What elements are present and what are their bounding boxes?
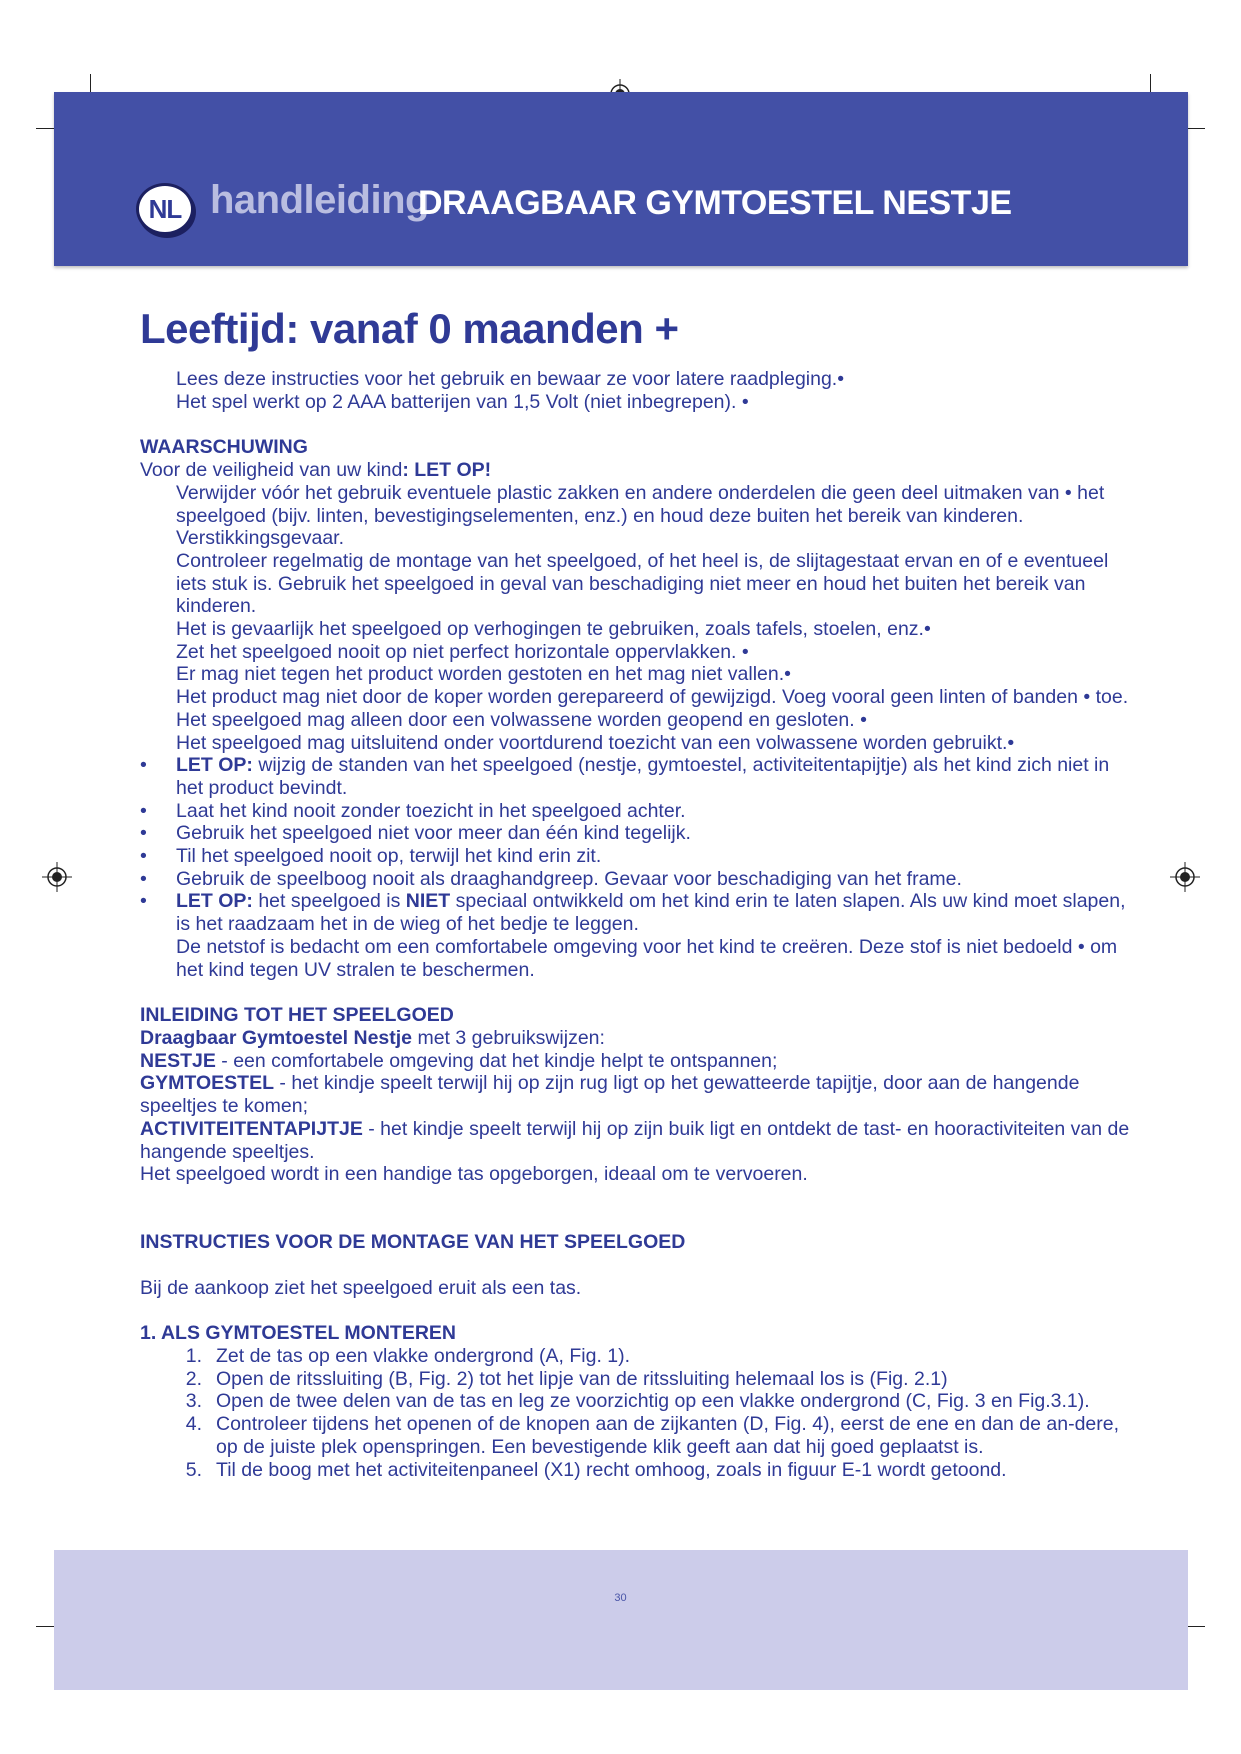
warning-bullet: • LET OP: het speelgoed is NIET speciaal ontwikkeld om het kind erin te laten slapen. Als uw kind moet slapen, is het raadzaam het in de wieg of het bedje te leggen.	[140, 890, 1140, 935]
warning-bullet: • Gebruik het speelgoed niet voor meer dan één kind tegelijk.	[140, 822, 1140, 845]
list-item: 3. Open de twee delen van de tas en leg ze voorzichtig op een vlakke ondergrond (C, Fig. 3 en Fig.3.1).	[185, 1390, 1090, 1413]
warning-item: Het product mag niet door de koper worden gerepareerd of gewijzigd. Voeg vooral geen linten of banden • toe.	[176, 686, 1129, 709]
warning-item: Het speelgoed mag alleen door een volwassene worden geopend en gesloten. •	[176, 708, 867, 731]
warning-item: De netstof is bedacht om een comfortabele omgeving voor het kind te creëren. Deze stof is niet bedoeld • om het kind tegen UV stralen te beschermen.	[176, 935, 1118, 981]
assembly-heading: INSTRUCTIES VOOR DE MONTAGE VAN HET SPEELGOED	[140, 1230, 686, 1253]
warning-bullet: • Gebruik de speelboog nooit als draaghandgreep. Gevaar voor beschadiging van het frame.	[140, 868, 1140, 891]
warning-bullet: • Til het speelgoed nooit op, terwijl het kind erin zit.	[140, 845, 1140, 868]
product-title: DRAAGBAAR GYMTOESTEL NESTJE	[418, 184, 1012, 222]
warning-lead: Voor de veiligheid van uw kind: LET OP!	[140, 459, 492, 482]
list-item: 4. Controleer tijdens het openen of de knopen aan de zijkanten (D, Fig. 4), eerst de ene en dan de an-dere, op de juiste plek openspringen. Een bevestigende klik geeft aan dat hij goed geplaatst is.	[185, 1413, 1120, 1458]
intro-line: Het spel werkt op 2 AAA batterijen van 1,5 Volt (niet inbegrepen). •	[176, 390, 749, 413]
header-word: handleiding	[210, 178, 429, 222]
list-item: 1. Zet de tas op een vlakke ondergrond (A, Fig. 1).	[185, 1345, 631, 1368]
warning-item: Er mag niet tegen het product worden gestoten en het mag niet vallen.•	[176, 663, 791, 686]
warning-bullet: • LET OP: wijzig de standen van het speelgoed (nestje, gymtoestel, activiteitentapijtje) als het kind zich niet in het product bevindt.	[140, 754, 1140, 799]
language-badge: NL	[136, 183, 194, 235]
mode-item: NESTJE - een comfortabele omgeving dat het kindje helpt te ontspannen;	[140, 1049, 778, 1072]
list-item: 2. Open de ritssluiting (B, Fig. 2) tot het lipje van de ritssluiting helemaal los is (Fig. 2.1)	[185, 1367, 948, 1390]
page-title: Leeftijd: vanaf 0 maanden +	[140, 305, 679, 352]
intro-toy-closing: Het speelgoed wordt in een handige tas opgeborgen, ideaal om te vervoeren.	[140, 1163, 808, 1186]
assembly-lead: Bij de aankoop ziet het speelgoed eruit als een tas.	[140, 1276, 582, 1299]
product-line: Draagbaar Gymtoestel Nestje met 3 gebruikswijzen:	[140, 1026, 605, 1049]
warning-item: Zet het speelgoed nooit op niet perfect horizontale oppervlakken. •	[176, 640, 749, 663]
warning-item: Controleer regelmatig de montage van het speelgoed, of het heel is, de slijtagestaat ervan en of e eventueel iets stuk is. Gebruik het speelgoed in geval van beschadiging niet meer en houd het buiten het bereik van kinderen.	[176, 549, 1109, 618]
intro-toy-heading: INLEIDING TOT HET SPEELGOED	[140, 1004, 454, 1027]
list-item: 5. Til de boog met het activiteitenpaneel (X1) recht omhoog, zoals in figuur E-1 wordt getoond.	[185, 1458, 1007, 1481]
mode-item: GYMTOESTEL - het kindje speelt terwijl hij op zijn rug ligt op het gewatteerde tapijtje, door aan de hangende speeltjes te komen;	[140, 1072, 1080, 1118]
warning-item: Verwijder vóór het gebruik eventuele plastic zakken en andere onderdelen die geen deel uitmaken van • het speelgoed (bijv. linten, bevestigingselementen, enz.) en houd deze buiten het bereik van kinderen. Verstikkingsgevaar.	[176, 481, 1105, 550]
registration-mark-icon	[1170, 862, 1200, 892]
warning-heading: WAARSCHUWING	[140, 436, 308, 459]
warning-item: Het speelgoed mag uitsluitend onder voortdurend toezicht van een volwassene worden gebruikt.•	[176, 731, 1015, 754]
manual-content	[140, 368, 1140, 1481]
warning-item: Het is gevaarlijk het speelgoed op verhogingen te gebruiken, zoals tafels, stoelen, enz.•	[176, 618, 931, 641]
intro-line: Lees deze instructies voor het gebruik en bewaar ze voor latere raadpleging.•	[176, 368, 845, 390]
page-number: 30	[614, 1592, 627, 1604]
registration-mark-icon	[42, 862, 72, 892]
assembly-steps	[140, 1345, 1140, 1481]
assembly-subheading: 1. ALS GYMTOESTEL MONTEREN	[140, 1322, 457, 1345]
footer-band	[54, 1550, 1188, 1690]
mode-item: ACTIVITEITENTAPIJTJE - het kindje speelt terwijl hij op zijn buik ligt en ontdekt de tast- en hooractiviteiten van de hangende speeltjes.	[140, 1117, 1130, 1163]
warning-bullet: • Laat het kind nooit zonder toezicht in het speelgoed achter.	[140, 800, 1140, 823]
